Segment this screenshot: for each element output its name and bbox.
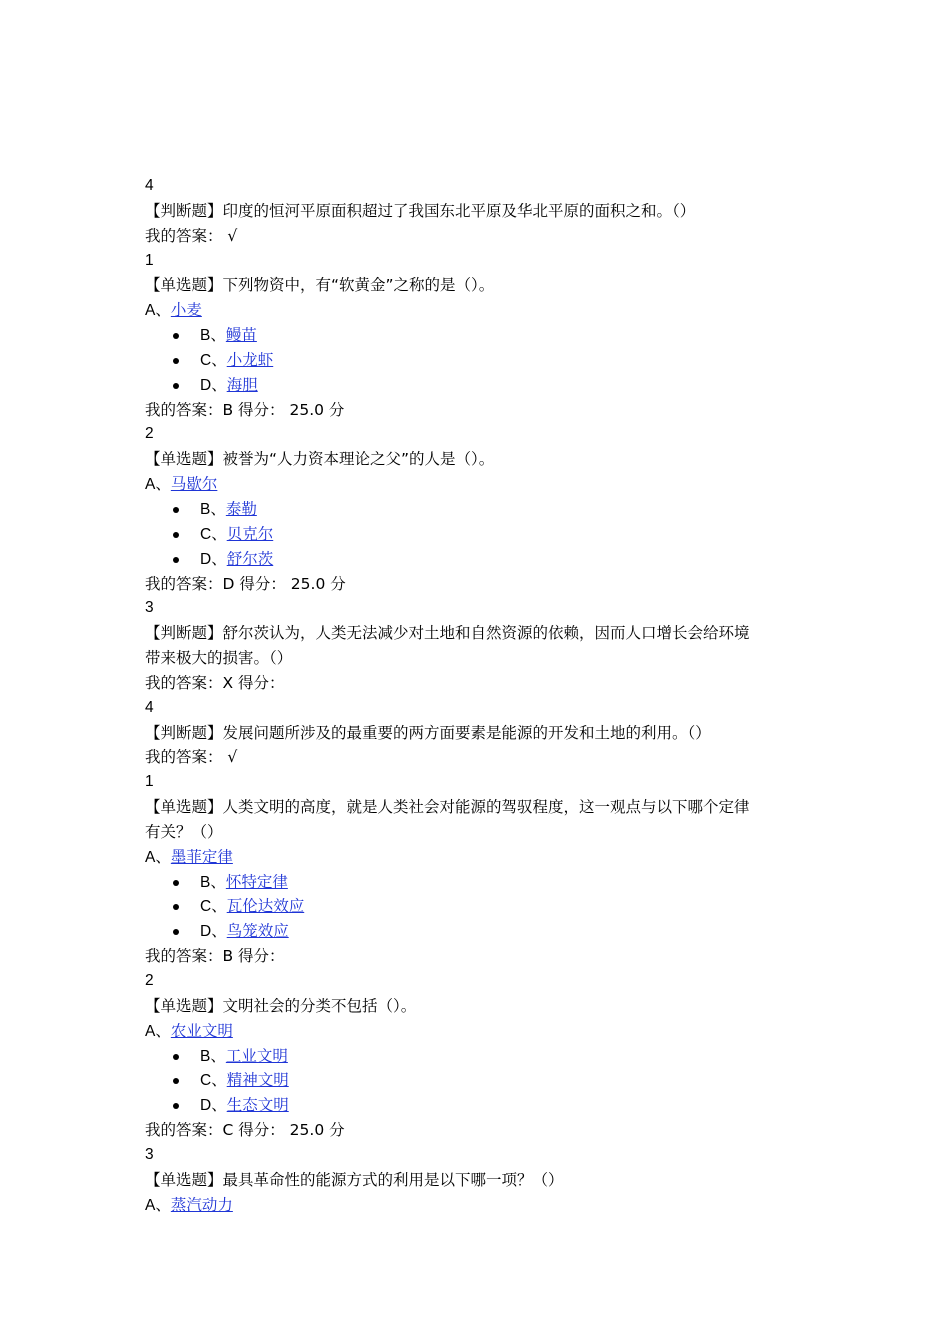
bullet-icon	[173, 904, 179, 910]
option-link[interactable]: 小龙虾	[226, 350, 274, 369]
option-prefix: A、	[145, 476, 171, 494]
bullet-icon	[173, 929, 179, 935]
bullet-icon	[173, 1078, 179, 1084]
answer-option	[145, 919, 825, 944]
option-link[interactable]: 小麦	[170, 301, 202, 320]
answer-option	[145, 472, 825, 497]
answer-option	[145, 1068, 825, 1093]
question-text: 【判断题】印度的恒河平原面积超过了我国东北平原及华北平原的面积之和。（）	[145, 201, 696, 220]
answer-option	[145, 1093, 825, 1118]
answer-option	[145, 547, 825, 572]
bullet-icon	[173, 1054, 179, 1060]
question-text: 带来极大的损害。（）	[145, 649, 293, 668]
option-link[interactable]: 蒸汽动力	[170, 1195, 233, 1214]
bullet-icon	[173, 557, 179, 563]
answer-option	[145, 1044, 825, 1069]
option-prefix: B、	[200, 873, 226, 891]
option-prefix: A、	[145, 302, 171, 320]
bullet-icon	[173, 880, 179, 886]
option-prefix: B、	[200, 500, 226, 518]
option-link[interactable]: 鸟笼效应	[226, 922, 289, 941]
question-number: 1	[145, 773, 154, 791]
bullet-icon	[173, 507, 179, 513]
option-prefix: A、	[145, 1196, 171, 1214]
question-text: 有关？（）	[145, 822, 223, 841]
question-text: 【单选题】下列物资中，有“软黄金”之称的是（）。	[145, 276, 495, 295]
option-link[interactable]: 马歇尔	[170, 475, 218, 494]
answer-option	[145, 373, 825, 398]
option-prefix: A、	[145, 1022, 171, 1040]
option-prefix: D、	[200, 376, 227, 394]
option-prefix: D、	[200, 550, 227, 568]
option-prefix: A、	[145, 848, 171, 866]
question-text: 【判断题】发展问题所涉及的最重要的两方面要素是能源的开发和土地的利用。（）	[145, 723, 711, 742]
option-link[interactable]: 海胆	[226, 375, 258, 394]
question-number: 1	[145, 251, 154, 269]
question-text: 【单选题】人类文明的高度，就是人类社会对能源的驾驭程度，这一观点与以下哪个定律	[145, 798, 750, 817]
question-number: 4	[145, 177, 154, 194]
question-number: 2	[145, 972, 154, 989]
my-answer: 我的答案：B 得分： 25.0 分	[145, 400, 345, 419]
option-prefix: C、	[200, 351, 227, 369]
question-text: 【单选题】被誉为“人力资本理论之父”的人是（）。	[145, 450, 495, 469]
answer-option	[145, 1193, 825, 1218]
question-text: 【单选题】文明社会的分类不包括（）。	[145, 996, 417, 1015]
question-number: 4	[145, 698, 154, 716]
document-body	[145, 174, 825, 1217]
bullet-icon	[173, 333, 179, 339]
question-number: 3	[145, 599, 154, 617]
option-prefix: C、	[200, 898, 227, 916]
question-number: 3	[145, 1145, 154, 1163]
option-prefix: B、	[200, 1047, 226, 1065]
option-link[interactable]: 工业文明	[225, 1046, 288, 1065]
option-link[interactable]: 农业文明	[170, 1021, 233, 1040]
option-prefix: D、	[200, 1097, 227, 1115]
option-link[interactable]: 贝克尔	[226, 524, 274, 543]
my-answer: 我的答案：D 得分： 25.0 分	[145, 574, 346, 593]
bullet-icon	[173, 358, 179, 364]
answer-option	[145, 845, 825, 870]
my-answer: 我的答案：X 得分：	[145, 673, 285, 692]
option-prefix: C、	[200, 525, 227, 543]
option-prefix: D、	[200, 923, 227, 941]
answer-option	[145, 894, 825, 919]
question-number: 2	[145, 425, 154, 443]
option-link[interactable]: 舒尔茨	[226, 549, 274, 568]
my-answer: 我的答案： √	[145, 748, 238, 767]
answer-option	[145, 870, 825, 895]
question-text: 【判断题】舒尔茨认为，人类无法减少对土地和自然资源的依赖，因而人口增长会给环境	[145, 624, 750, 643]
answer-option	[145, 323, 825, 348]
option-link[interactable]: 泰勒	[225, 499, 257, 518]
option-prefix: C、	[200, 1072, 227, 1090]
option-prefix: B、	[200, 327, 226, 345]
option-link[interactable]: 精神文明	[226, 1071, 289, 1090]
option-link[interactable]: 生态文明	[226, 1096, 289, 1115]
bullet-icon	[173, 532, 179, 538]
my-answer: 我的答案： √	[145, 226, 238, 245]
my-answer: 我的答案：B 得分：	[145, 947, 285, 966]
option-link[interactable]: 瓦伦达效应	[226, 897, 305, 916]
answer-option	[145, 298, 825, 323]
answer-option	[145, 522, 825, 547]
option-link[interactable]: 墨菲定律	[170, 847, 233, 866]
bullet-icon	[173, 383, 179, 389]
answer-option	[145, 348, 825, 373]
option-link[interactable]: 鳗苗	[225, 326, 257, 345]
my-answer: 我的答案：C 得分： 25.0 分	[145, 1121, 345, 1140]
answer-option	[145, 497, 825, 522]
bullet-icon	[173, 1103, 179, 1109]
question-text: 【单选题】最具革命性的能源方式的利用是以下哪一项？（）	[145, 1170, 564, 1189]
option-link[interactable]: 怀特定律	[225, 872, 288, 891]
answer-option	[145, 1019, 825, 1044]
